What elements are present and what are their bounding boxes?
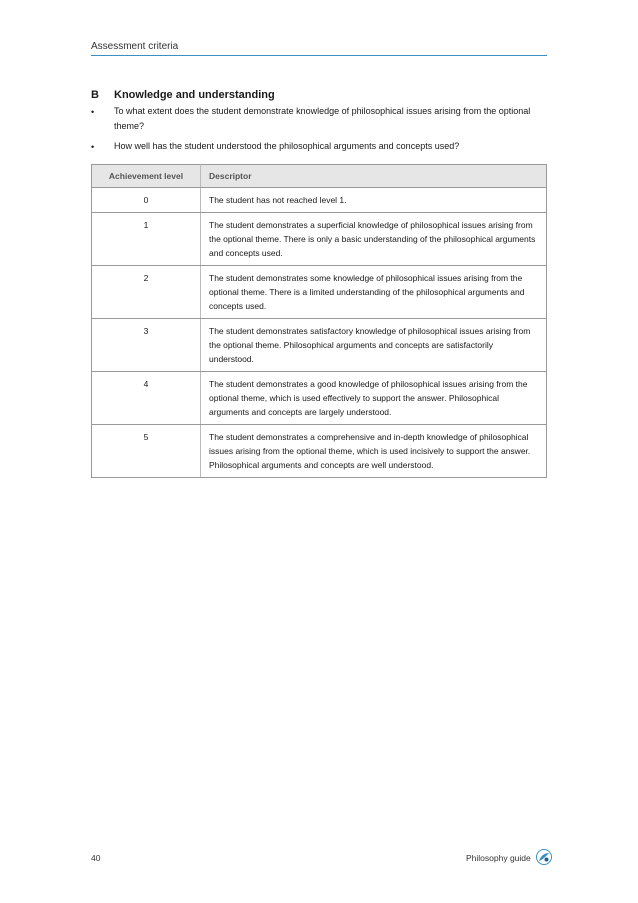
descriptor-cell: The student demonstrates some knowledge of philosophical issues arising from the optional theme. There is a limited understanding of the philosophical arguments and concepts used. <box>201 266 547 319</box>
bullet-marker: • <box>91 142 95 152</box>
level-cell: 3 <box>92 319 201 372</box>
section-letter: B <box>91 89 99 101</box>
table-row <box>92 213 547 266</box>
descriptor-cell: The student demonstrates satisfactory knowledge of philosophical issues arising from the optional theme. Philosophical arguments and concepts are satisfactorily understood. <box>201 319 547 372</box>
descriptor-cell: The student demonstrates a good knowledge of philosophical issues arising from the optional theme, which is used effectively to support the answer. Philosophical arguments and concepts are largely understood. <box>201 372 547 425</box>
table-row <box>92 188 547 213</box>
table-row <box>92 319 547 372</box>
ib-logo-icon <box>536 849 552 865</box>
level-cell: 2 <box>92 266 201 319</box>
running-header: Assessment criteria <box>91 41 179 52</box>
header-descriptor: Descriptor <box>201 165 547 188</box>
level-cell: 0 <box>92 188 201 213</box>
level-cell: 1 <box>92 213 201 266</box>
question-1: To what extent does the student demonstrate knowledge of philosophical issues arising from the optional theme? <box>114 106 531 131</box>
table-row <box>92 425 547 478</box>
table-header-row <box>92 165 547 188</box>
descriptor-cell: The student demonstrates a superficial knowledge of philosophical issues arising from the optional theme. There is only a basic understanding of the philosophical arguments and concepts used. <box>201 213 547 266</box>
table-row <box>92 372 547 425</box>
header-achievement-level: Achievement level <box>92 165 201 188</box>
guide-title: Philosophy guide <box>466 853 531 863</box>
table-row <box>92 266 547 319</box>
bullet-marker: • <box>91 107 95 117</box>
section-title: Knowledge and understanding <box>114 89 275 101</box>
header-rule <box>91 55 547 56</box>
descriptor-cell: The student demonstrates a comprehensive and in-depth knowledge of philosophical issues arising from the optional theme, which is used incisively to support the answer. Philosophical arguments and concepts are well understood. <box>201 425 547 478</box>
descriptor-cell: The student has not reached level 1. <box>201 188 547 213</box>
page-number: 40 <box>91 853 101 863</box>
question-2: How well has the student understood the philosophical arguments and concepts used? <box>114 141 460 151</box>
level-cell: 5 <box>92 425 201 478</box>
level-cell: 4 <box>92 372 201 425</box>
criteria-table <box>91 164 547 478</box>
